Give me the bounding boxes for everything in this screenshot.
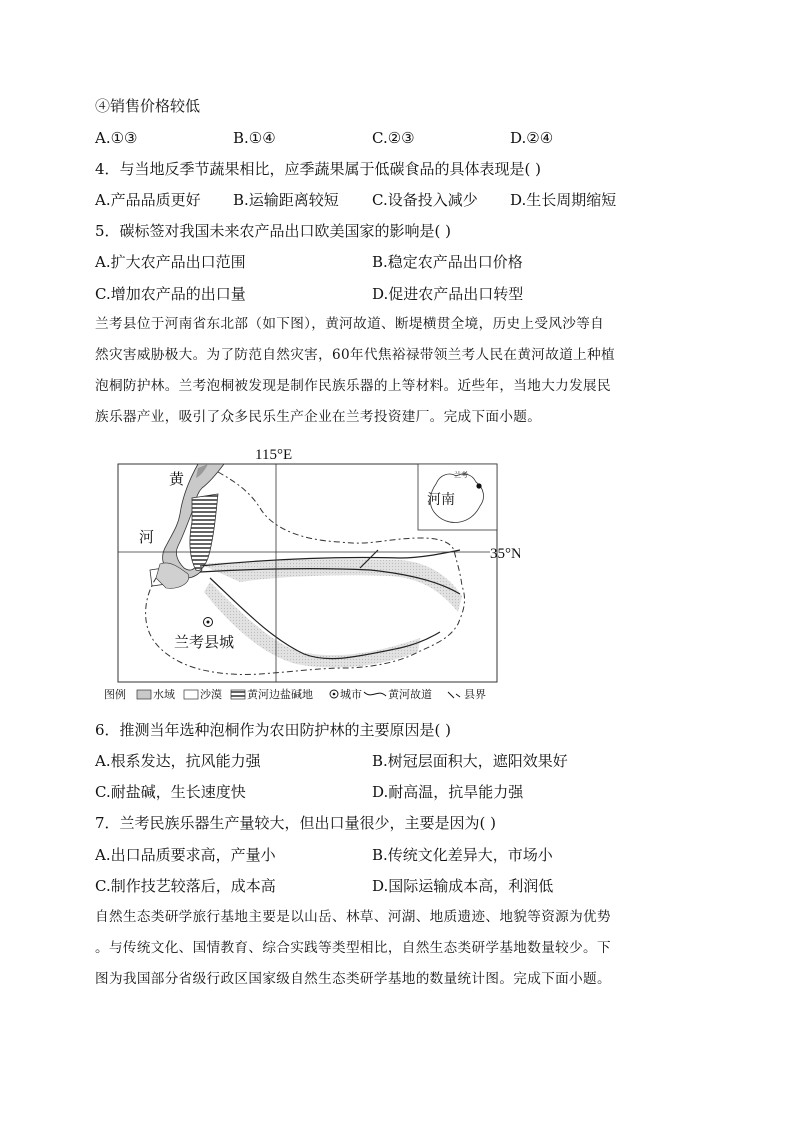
q4-stem: 4．与当地反季节蔬果相比，应季蔬果属于低碳食品的具体表现是( ) <box>95 160 542 178</box>
passage-2-line: 。与传统文化、国情教育、综合实践等类型相比，自然生态类研学基地数量较少。下 <box>95 940 611 956</box>
q6-option-c: C.耐盐碱，生长速度快 <box>95 783 246 801</box>
lankao-map <box>100 442 520 707</box>
q7-stem: 7．兰考民族乐器生产量较大，但出口量很少，主要是因为( ) <box>95 814 497 832</box>
q4-option-b: B.运输距离较短 <box>233 191 339 209</box>
lankao-location-dot <box>476 483 481 488</box>
lankao-map-figure <box>100 442 520 707</box>
water-legend-icon <box>137 690 151 699</box>
old-course-legend-icon <box>364 692 386 696</box>
q3-option-b: B.①④ <box>233 129 276 147</box>
legend-title: 图例 <box>104 688 126 701</box>
q3-option-c: C.②③ <box>372 129 415 147</box>
legend-old-course: 黄河故道 <box>388 688 432 701</box>
legend-city: 城市 <box>340 688 362 701</box>
legend-saline: 黄河边盐碱地 <box>247 688 313 701</box>
passage-2-line: 自然生态类研学旅行基地主要是以山岳、林草、河湖、地质遗迹、地貌等资源为优势 <box>95 909 611 925</box>
saline-legend-icon <box>231 690 245 699</box>
q6-stem: 6．推测当年选种泡桐作为农田防护林的主要原因是( ) <box>95 721 452 739</box>
q7-option-b: B.传统文化差异大，市场小 <box>372 846 553 864</box>
q6-option-d: D.耐高温，抗旱能力强 <box>372 783 524 801</box>
inset-label: 河南 <box>427 492 455 508</box>
q7-option-a: A.出口品质要求高，产量小 <box>95 846 276 864</box>
longitude-label: 115°E <box>255 447 293 463</box>
map-legend <box>104 687 486 701</box>
river-label-char-1: 黄 <box>169 470 185 488</box>
q5-option-d: D.促进农产品出口转型 <box>372 285 524 303</box>
legend-water: 水域 <box>153 688 175 701</box>
passage-2-line: 图为我国部分省级行政区国家级自然生态类研学基地的数量统计图。完成下面小题。 <box>95 971 611 987</box>
q3-item-4: ④销售价格较低 <box>95 97 201 115</box>
passage-1-line: 然灾害威胁极大。为了防范自然灾害，60年代焦裕禄带领兰考人民在黄河故道上种植 <box>95 347 615 363</box>
city-label: 兰考县城 <box>174 633 235 651</box>
legend-boundary: 县界 <box>464 688 486 701</box>
passage-1-line: 泡桐防护林。兰考泡桐被发现是制作民族乐器的上等材料。近些年，当地大力发展民 <box>95 378 611 394</box>
q5-stem: 5．碳标签对我国未来农产品出口欧美国家的影响是( ) <box>95 222 452 240</box>
latitude-label: 35°N <box>490 546 520 562</box>
q3-option-a: A.①③ <box>95 129 138 147</box>
legend-desert: 沙漠 <box>200 688 222 701</box>
q7-option-c: C.制作技艺较落后，成本高 <box>95 877 276 895</box>
river-label-char-2: 河 <box>139 528 155 546</box>
desert-legend-icon <box>184 690 198 699</box>
q6-option-b: B.树冠层面积大，遮阳效果好 <box>372 752 568 770</box>
q5-option-c: C.增加农产品的出口量 <box>95 285 246 303</box>
q5-option-a: A.扩大农产品出口范围 <box>95 253 246 271</box>
q6-option-a: A.根系发达，抗风能力强 <box>95 752 261 770</box>
q4-option-c: C.设备投入减少 <box>372 191 478 209</box>
q3-option-d: D.②④ <box>510 129 554 147</box>
q4-option-a: A.产品品质更好 <box>95 191 201 209</box>
passage-1-line: 兰考县位于河南省东北部（如下图），黄河故道、断堤横贯全境，历史上受风沙等自 <box>95 316 605 332</box>
boundary-legend-icon <box>448 692 460 698</box>
q7-option-d: D.国际运输成本高，利润低 <box>372 877 554 895</box>
q4-option-d: D.生长周期缩短 <box>510 191 617 209</box>
inset-lankao-label: 兰考 <box>454 471 468 479</box>
passage-1-line: 族乐器产业，吸引了众多民乐生产企业在兰考投资建厂。完成下面小题。 <box>95 409 542 425</box>
q5-option-b: B.稳定农产品出口价格 <box>372 253 523 271</box>
